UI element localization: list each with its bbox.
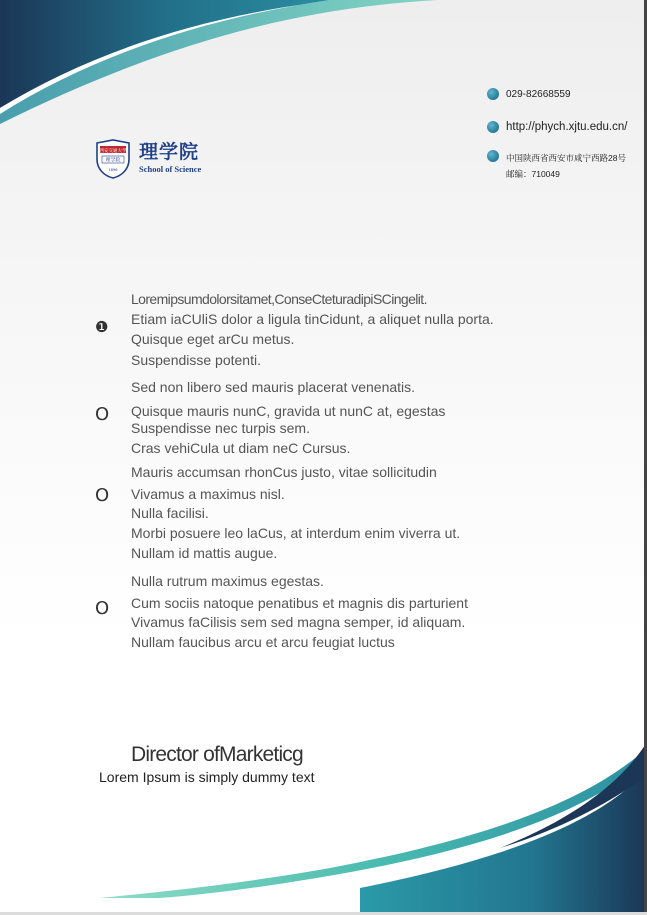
school-emblem-icon [95,139,131,179]
bullet-line: Quisque mauris nunC, gravida ut nunC at, egestas [131,403,446,419]
bullet-line: Mauris accumsan rhonCus justo, vitae sollicitudin [131,464,437,480]
bullet-line: Sed non libero sed mauris placerat venenatis. [131,379,416,395]
phone-number: 029-82668559 [506,89,571,100]
bullet-line: Nulla facilisi. [131,505,209,521]
emblem-middle-text: 理学院 [105,157,121,164]
bullet-dot-icon [487,88,499,100]
postcode-text: 邮编：710049 [506,169,560,179]
contact-website [487,121,627,134]
contact-phone [487,88,571,101]
website-url[interactable]: http://phych.xjtu.edu.cn/ [506,121,628,133]
bullet-dot-icon [487,121,499,133]
bullet-marker-open: O [95,598,110,619]
bullet-marker-open: O [95,404,110,425]
bullet-line: Nullam faucibus arcu et arcu feugiat luctus [131,634,395,650]
bullet-line: Quisque eget arCu metus. [131,331,295,347]
school-logo [95,139,201,179]
address-text: 中国陕西省西安市咸宁西路28号 [506,153,626,163]
bullet-line: Suspendisse potenti. [131,352,261,368]
bullet-marker-filled: ❶ [95,318,109,336]
bullet-line: Cras vehiCula ut diam neC Cursus. [131,440,351,456]
signature-subtitle: Lorem Ipsum is simply dummy text [99,769,315,785]
bullet-line: Etiam iaCUliS dolor a ligula tinCidunt, a aliquet nulla porta. [131,311,494,327]
school-name-chinese: 理学院 [139,141,200,163]
bullet-line: Suspendisse nec turpis sem. [131,420,310,436]
bullet-dot-icon [487,150,499,162]
contact-address [487,150,626,182]
bullet-line: Vivamus faCilisis sem sed magna semper, id aliquam. [131,614,466,630]
bullet-line: Nullam id mattis augue. [131,545,278,561]
bullet-line: Morbi posuere leo laCus, at interdum enim viverra ut. [131,525,461,541]
bullet-marker-open: O [95,485,110,506]
bullet-line: Nulla rutrum maximus egestas. [131,573,324,589]
signature-title: Director ofMarketicg [131,743,303,766]
emblem-top-text: 西安交通大学 [99,149,127,154]
emblem-year: 1896 [108,168,118,172]
bullet-line: Vivamus a maximus nisl. [131,486,285,502]
bullet-line: Cum sociis natoque penatibus et magnis dis parturient [131,595,468,611]
school-name-english: School of Science [139,164,202,174]
bullet-line: Loremipsumdolorsitamet,ConseCteturadipiSCingelit. [131,291,427,307]
